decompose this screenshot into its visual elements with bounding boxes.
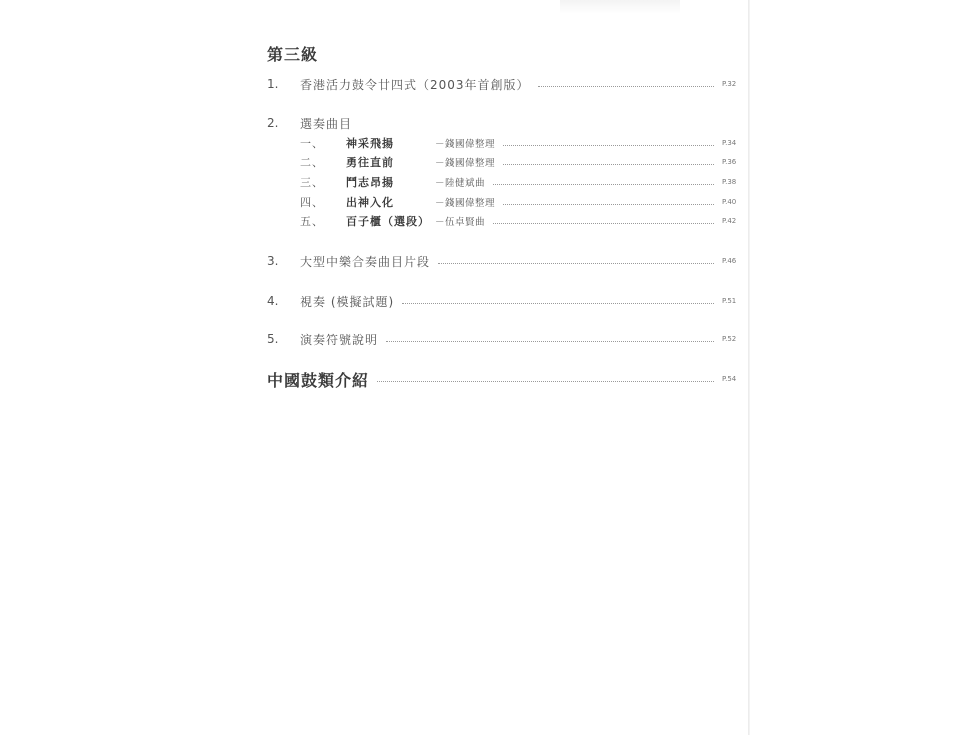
entry-title: 大型中樂合奏曲目片段 xyxy=(300,254,431,269)
toc-entry-2[interactable] xyxy=(267,115,744,131)
dot-leader xyxy=(493,223,714,224)
entry-number: 4. xyxy=(267,294,279,308)
subentry-number: 五、 xyxy=(300,215,324,228)
subentry-number: 一、 xyxy=(300,137,324,150)
entry-number: 1. xyxy=(267,77,279,91)
dot-leader xyxy=(377,381,714,382)
toc-subentry-2[interactable] xyxy=(300,155,744,169)
subentry-credit: －錢國偉整理 xyxy=(435,158,496,169)
page-number: P.51 xyxy=(722,297,737,305)
grade-heading: 第三級 xyxy=(267,45,319,64)
entry-number: 5. xyxy=(267,332,279,346)
subentry-title: 鬥志昂揚 xyxy=(346,176,394,189)
entry-title: 中國鼓類介紹 xyxy=(267,370,370,390)
dot-leader xyxy=(438,263,714,264)
toc-entry-1[interactable] xyxy=(267,76,744,92)
dot-leader xyxy=(402,303,714,304)
subentry-credit: －陸健斌曲 xyxy=(435,178,486,189)
dot-leader xyxy=(538,86,714,87)
subentry-number: 二、 xyxy=(300,156,324,169)
page-number: P.34 xyxy=(722,139,737,147)
subentry-title: 神采飛揚 xyxy=(346,137,394,150)
subentry-number: 四、 xyxy=(300,196,324,209)
entry-title: 視奏 (模擬試題) xyxy=(300,294,395,309)
dot-leader xyxy=(503,145,714,146)
subentry-credit: －錢國偉整理 xyxy=(435,198,496,209)
toc-entry-4[interactable] xyxy=(267,293,744,309)
page-number: P.54 xyxy=(722,375,737,383)
dot-leader xyxy=(503,164,714,165)
entry-number: 3. xyxy=(267,254,279,268)
dot-leader xyxy=(386,341,714,342)
toc-subentry-5[interactable] xyxy=(300,214,744,228)
entry-title: 香港活力鼓令廿四式（2003年首創版） xyxy=(300,77,530,92)
page-number: P.42 xyxy=(722,217,737,225)
entry-title: 演奏符號說明 xyxy=(300,332,379,347)
page-number: P.40 xyxy=(722,198,737,206)
toc-subentry-1[interactable] xyxy=(300,136,744,150)
toc-entry-5[interactable] xyxy=(267,331,744,347)
entry-number: 2. xyxy=(267,116,279,130)
subentry-credit: －錢國偉整理 xyxy=(435,139,496,150)
subentry-title: 出神入化 xyxy=(346,196,394,209)
subentry-number: 三、 xyxy=(300,176,324,189)
page-number: P.36 xyxy=(722,158,737,166)
page-number: P.38 xyxy=(722,178,737,186)
page-number: P.46 xyxy=(722,257,737,265)
toc-entry-drums-intro[interactable] xyxy=(267,369,744,389)
page-number: P.52 xyxy=(722,335,737,343)
subentry-credit: －伍卓賢曲 xyxy=(435,217,486,228)
toc-subentry-3[interactable] xyxy=(300,175,744,189)
page-number: P.32 xyxy=(722,80,737,88)
subentry-title: 勇往直前 xyxy=(346,156,394,169)
toc-subentry-4[interactable] xyxy=(300,195,744,209)
dot-leader xyxy=(503,204,714,205)
dot-leader xyxy=(493,184,714,185)
toc-entry-3[interactable] xyxy=(267,253,744,269)
subentry-title: 百子櫃（選段） xyxy=(346,215,430,228)
entry-title: 選奏曲目 xyxy=(300,116,353,131)
